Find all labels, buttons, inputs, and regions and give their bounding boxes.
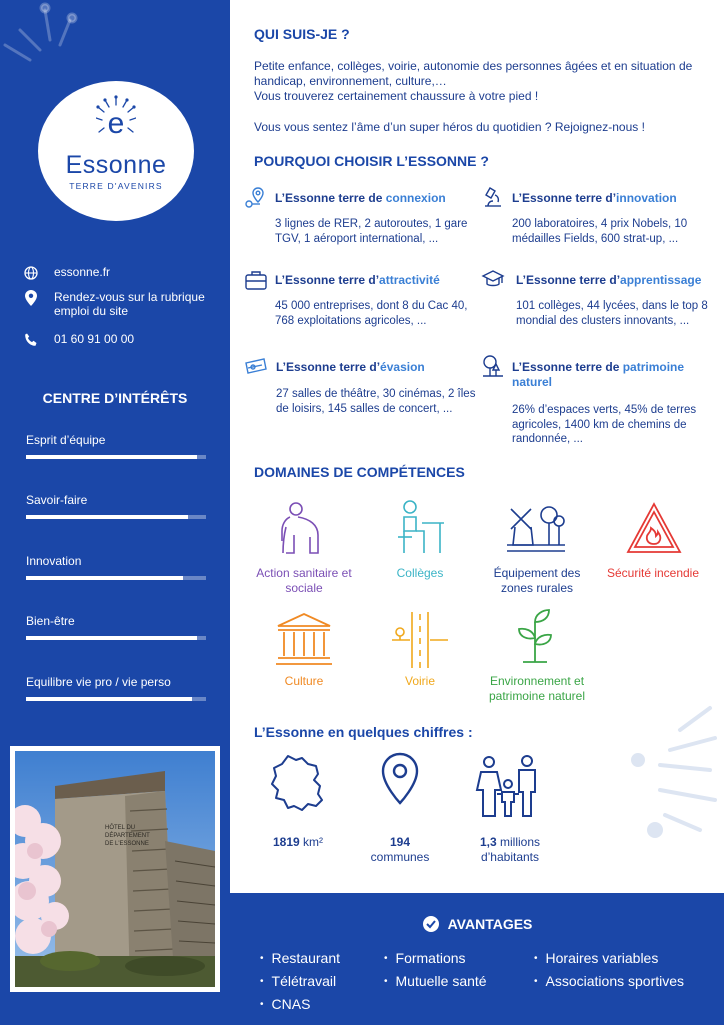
domains-title: DOMAINES DE COMPÉTENCES [254,464,465,480]
why-prefix: L’Essonne terre de [275,191,386,205]
why-prefix: L’Essonne terre d’ [516,273,621,287]
essonne-map-icon [268,752,328,818]
building-image [15,751,215,987]
location-pin-icon [22,290,40,306]
why-item-connexion [275,191,475,206]
skill-track [26,455,206,459]
windmill-icon [505,497,565,557]
about-p2: Vous trouverez certainement chaussure à votre pied ! [254,89,539,103]
figure-unit: km² [303,835,324,849]
building-photo [10,746,220,992]
skill-fill [26,515,188,519]
svg-text:e: e [107,107,125,140]
advantage-item: • Formations [384,947,487,970]
road-icon [390,610,450,670]
microscope-icon [481,185,505,209]
skill-teamwork [26,433,206,447]
sidebar [0,0,230,1025]
fire-warning-icon [624,500,684,560]
phone-icon [22,332,40,348]
skill-work-life-balance [26,675,206,689]
figure-unit: communes [370,850,430,864]
why-desc: 26% d’espaces verts, 45% de terres agricoles, 1400 km de chemins de randonnée, ... [512,404,697,445]
figure-surface [248,835,348,850]
domain-securite-incendie: Sécurité incendie [606,566,700,580]
photo-sign-line2: DÉPARTEMENT [105,833,150,839]
decorative-rays-icon [0,0,90,80]
skill-track [26,697,206,701]
why-highlight: attractivité [379,273,440,287]
photo-sign-line3: DE L'ESSONNE [105,841,149,847]
why-highlight: patrimoine naturel [512,360,685,389]
skill-track [26,576,206,580]
advantage-item: • Télétravail [260,970,340,993]
skill-know-how [26,493,206,507]
figures-title: L’Essonne en quelques chiffres : [254,724,473,740]
globe-icon [22,265,40,281]
photo-sign-line1: HÔTEL DU [105,825,136,831]
advantages-list-1 [260,947,340,1016]
domain-environnement: Environnement et patrimoine naturel [488,674,586,703]
family-icon [475,754,541,818]
skill-fill [26,576,183,580]
skill-label: Esprit d’équipe [26,433,106,447]
why-item-attractivite [275,273,475,288]
domain-action-sanitaire: Action sanitaire et sociale [256,566,352,595]
why-desc: 27 salles de théâtre, 30 cinémas, 2 îles de loisirs, 145 salles de concert, ... [276,388,476,415]
skill-wellbeing [26,614,206,628]
advantages-header [230,915,724,933]
about-p3: Vous vous sentez l’âme d’un super héros du quotidien ? Rejoignez-nous ! [254,120,645,134]
plant-icon [505,608,565,668]
jobs-info[interactable] [22,290,212,318]
figure-value: 1,3 [479,835,497,849]
advantage-item: • Restaurant [260,947,340,970]
why-desc: 200 laboratoires, 4 prix Nobels, 10 médailles Fields, 600 strat-up, ... [512,218,688,245]
skill-track [26,636,206,640]
why-item-apprentissage [516,273,716,288]
figure-unit: millions d’habitants [480,835,541,864]
domain-culture: Culture [284,674,324,688]
figure-value: 1819 [272,835,300,849]
advantage-item: • Mutuelle santé [384,970,487,993]
logo-wordmark: Essonne [65,151,167,179]
phone-link[interactable] [22,332,134,348]
skill-label: Innovation [26,554,82,568]
check-circle-icon [422,915,440,933]
advantages-section [230,893,724,1025]
skill-label: Bien-être [26,614,75,628]
map-pin-icon [244,186,268,210]
why-highlight: évasion [380,360,425,374]
website-text: essonne.fr [54,265,111,279]
advantage-item: • CNAS [260,993,340,1016]
why-prefix: L’Essonne terre d’ [275,273,380,287]
skill-fill [26,636,197,640]
domain-zones-rurales: Équipement des zones rurales [493,566,581,595]
domain-voirie: Voirie [404,674,436,688]
interests-title: CENTRE D’INTÉRÊTS [42,390,188,406]
why-prefix: L’Essonne terre d’ [276,360,381,374]
advantages-list-2 [384,947,487,993]
student-desk-icon [390,497,450,557]
museum-icon [274,610,334,670]
why-prefix: L’Essonne terre d’ [512,191,617,205]
website-link[interactable] [22,265,110,281]
why-desc: 101 collèges, 44 lycées, dans le top 8 mondial des clusters innovants, ... [516,300,708,327]
why-highlight: innovation [616,191,677,205]
briefcase-icon [244,268,268,292]
why-item-evasion [276,360,476,375]
ticket-icon [244,356,268,380]
figure-habitants [460,835,560,865]
skill-innovation [26,554,206,568]
elderly-person-icon [274,497,334,557]
skill-label: Savoir-faire [26,493,88,507]
skill-fill [26,697,192,701]
why-desc: 3 lignes de RER, 2 autoroutes, 1 gare TGV, 1 aéroport international, ... [275,218,468,245]
figure-communes [350,835,450,865]
about-title: QUI SUIS-JE ? [254,26,350,42]
about-p1: Petite enfance, collèges, voirie, autonomie des personnes âgées et en situation de handicap, environnement, culture,… [254,59,693,88]
skill-fill [26,455,197,459]
why-desc: 45 000 entreprises, dont 8 du Cac 40, 768 exploitations agricoles, ... [275,300,468,327]
essonne-logo[interactable] [38,81,194,221]
why-item-patrimoine [512,360,707,390]
advantages-title: AVANTAGES [447,916,533,932]
phone-text: 01 60 91 00 00 [54,332,135,346]
why-title: POURQUOI CHOISIR L’ESSONNE ? [254,153,489,169]
skill-label: Equilibre vie pro / vie perso [26,675,171,689]
graduation-cap-icon [481,268,505,292]
essonne-e-icon [96,95,136,141]
jobs-text: Rendez-vous sur la rubrique emploi du site [54,290,205,318]
logo-tagline: TERRE D'AVENIRS [69,181,163,191]
skill-track [26,515,206,519]
why-item-innovation [512,191,712,206]
advantage-item: • Associations sportives [534,970,684,993]
domain-colleges: Collèges [396,566,444,580]
tree-icon [481,354,505,378]
advantages-list-3 [534,947,684,993]
why-highlight: apprentissage [620,273,702,287]
why-prefix: L’Essonne terre de [512,360,623,374]
advantage-item: • Horaires variables [534,947,684,970]
why-highlight: connexion [385,191,446,205]
decorative-rays-icon [630,700,724,850]
location-pin-icon [380,752,420,816]
figure-value: 194 [389,835,411,849]
